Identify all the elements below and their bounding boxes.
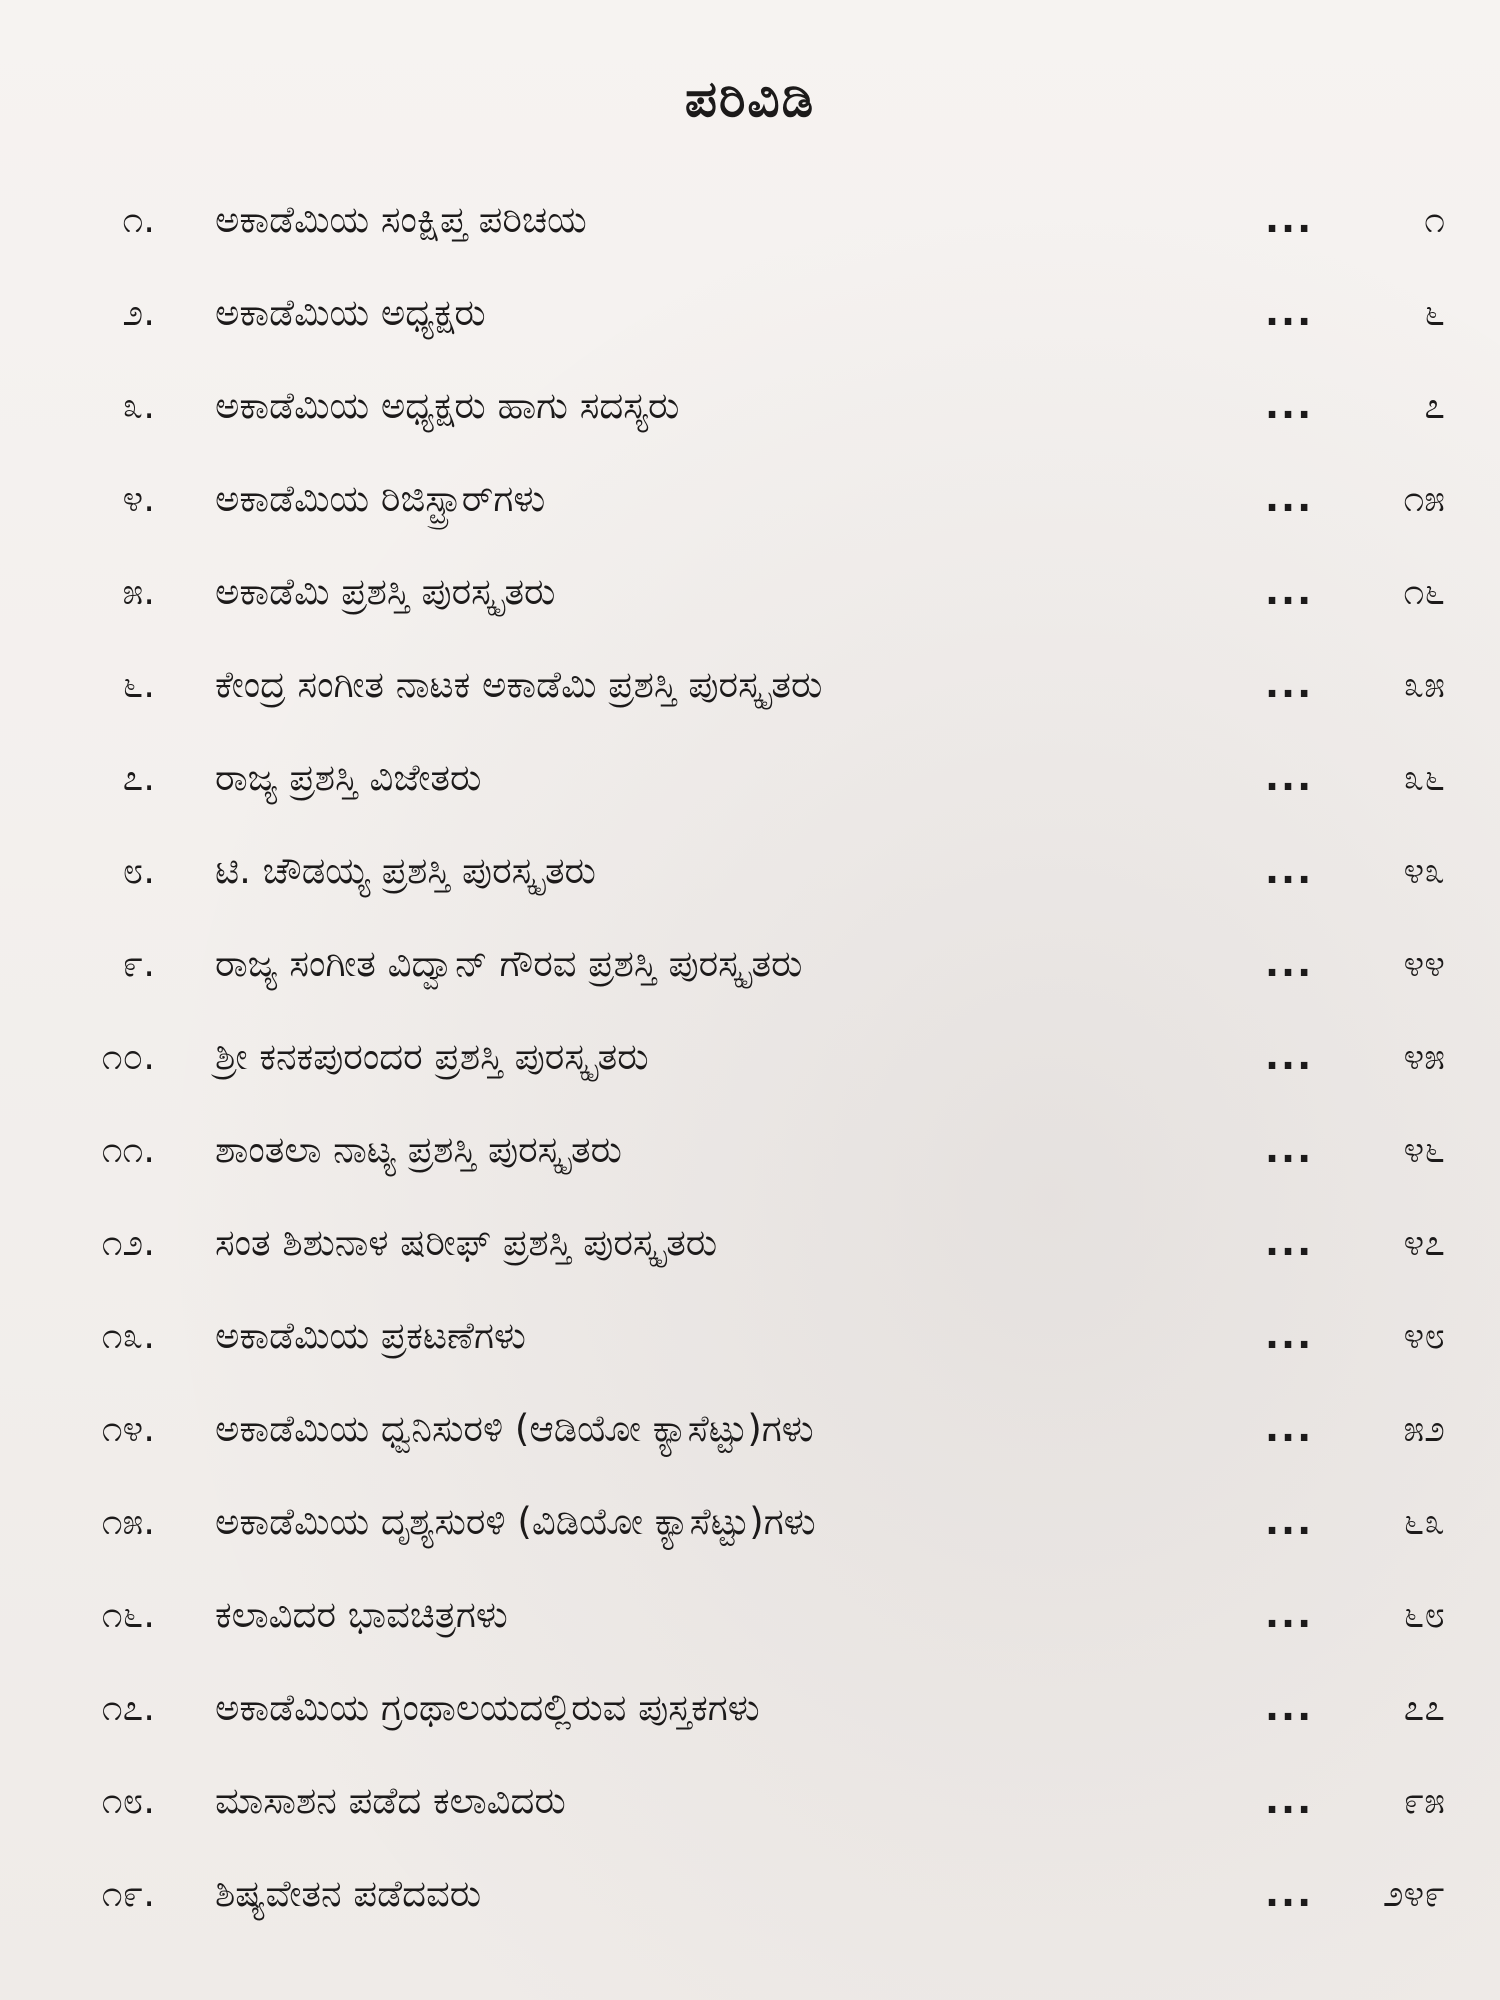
entry-title: ಕೇಂದ್ರ ಸಂಗೀತ ನಾಟಕ ಅಕಾಡೆಮಿ ಪ್ರಶಸ್ತಿ ಪುರಸ್ಕೃತರು [215, 663, 823, 706]
toc-entry [0, 371, 1500, 441]
entry-number: ೬. [122, 663, 155, 706]
toc-entry [0, 929, 1500, 999]
entry-title: ಅಕಾಡೆಮಿಯ ಅಧ್ಯಕ್ಷರು ಹಾಗು ಸದಸ್ಯರು [215, 384, 680, 427]
toc-entry [0, 557, 1500, 627]
entry-number: ೭. [122, 756, 155, 799]
entry-number: ೧೯. [101, 1872, 155, 1915]
entry-title: ಶಾಂತಲಾ ನಾಟ್ಯ ಪ್ರಶಸ್ತಿ ಪುರಸ್ಕೃತರು [215, 1128, 622, 1171]
entry-number: ೪. [122, 477, 155, 520]
entry-title: ಕಲಾವಿದರ ಭಾವಚಿತ್ರಗಳು [215, 1593, 508, 1636]
entry-leader: ... [1265, 1314, 1314, 1357]
entry-leader: ... [1265, 1593, 1314, 1636]
toc-entry [0, 1394, 1500, 1464]
entry-page-number: ೯೫ [1403, 1779, 1445, 1822]
entry-number: ೧೬. [101, 1593, 155, 1636]
entry-leader: ... [1265, 198, 1314, 241]
toc-entry [0, 1208, 1500, 1278]
entry-page-number: ೫೨ [1403, 1407, 1445, 1450]
entry-leader: ... [1265, 1686, 1314, 1729]
entry-leader: ... [1265, 1221, 1314, 1264]
entry-title: ಅಕಾಡೆಮಿಯ ಧ್ವನಿಸುರಳಿ (ಆಡಿಯೋ ಕ್ಯಾಸೆಟ್ಟು)ಗಳು [215, 1407, 814, 1450]
entry-title: ಅಕಾಡೆಮಿಯ ಗ್ರಂಥಾಲಯದಲ್ಲಿರುವ ಪುಸ್ತಕಗಳು [215, 1686, 760, 1729]
entry-number: ೫. [122, 570, 155, 613]
toc-entry [0, 1022, 1500, 1092]
entry-page-number: ೨೪೯ [1382, 1872, 1445, 1915]
entry-page-number: ೬೮ [1403, 1593, 1445, 1636]
page-title: ಪರಿವಿಡಿ [684, 70, 816, 128]
entry-page-number: ೩೫ [1403, 663, 1445, 706]
entry-leader: ... [1265, 1128, 1314, 1171]
entry-number: ೧. [122, 198, 155, 241]
entry-title: ಸಂತ ಶಿಶುನಾಳ ಷರೀಫ್ ಪ್ರಶಸ್ತಿ ಪುರಸ್ಕೃತರು [215, 1221, 718, 1264]
entry-page-number: ೪೪ [1403, 942, 1445, 985]
entry-number: ೩. [122, 384, 155, 427]
entry-leader: ... [1265, 1872, 1314, 1915]
entry-title: ಟಿ. ಚೌಡಯ್ಯ ಪ್ರಶಸ್ತಿ ಪುರಸ್ಕೃತರು [215, 849, 596, 892]
entry-page-number: ೭೭ [1403, 1686, 1445, 1729]
entry-title: ಅಕಾಡೆಮಿಯ ಪ್ರಕಟಣೆಗಳು [215, 1314, 526, 1357]
entry-number: ೧೫. [101, 1500, 155, 1543]
entry-page-number: ೬ [1424, 291, 1445, 334]
entry-leader: ... [1265, 1407, 1314, 1450]
entry-number: ೯. [122, 942, 155, 985]
entry-number: ೧೭. [101, 1686, 155, 1729]
toc-entry [0, 1859, 1500, 1929]
entry-leader: ... [1265, 1500, 1314, 1543]
entry-leader: ... [1265, 1779, 1314, 1822]
entry-page-number: ೧ [1424, 198, 1445, 241]
entry-leader: ... [1265, 849, 1314, 892]
entry-page-number: ೪೭ [1403, 1221, 1445, 1264]
toc-entry [0, 836, 1500, 906]
entry-page-number: ೬೩ [1403, 1500, 1445, 1543]
toc-entry [0, 743, 1500, 813]
entry-number: ೮. [122, 849, 155, 892]
entry-page-number: ೧೫ [1403, 477, 1445, 520]
entry-leader: ... [1265, 756, 1314, 799]
entry-title: ರಾಜ್ಯ ಸಂಗೀತ ವಿದ್ವಾನ್ ಗೌರವ ಪ್ರಶಸ್ತಿ ಪುರಸ್ಕೃತರು [215, 942, 803, 985]
entry-title: ಮಾಸಾಶನ ಪಡೆದ ಕಲಾವಿದರು [215, 1779, 566, 1822]
entry-number: ೨. [122, 291, 155, 334]
entry-leader: ... [1265, 570, 1314, 613]
entry-title: ಅಕಾಡೆಮಿ ಪ್ರಶಸ್ತಿ ಪುರಸ್ಕೃತರು [215, 570, 556, 613]
entry-title: ಅಕಾಡೆಮಿಯ ಅಧ್ಯಕ್ಷರು [215, 291, 486, 334]
toc-entry [0, 1115, 1500, 1185]
entry-title: ಅಕಾಡೆಮಿಯ ರಿಜಿಸ್ಟ್ರಾರ್‌ಗಳು [215, 477, 546, 520]
entry-leader: ... [1265, 1035, 1314, 1078]
entry-page-number: ೧೬ [1403, 570, 1445, 613]
toc-entry [0, 650, 1500, 720]
toc-entry [0, 185, 1500, 255]
entry-page-number: ೪೫ [1403, 1035, 1445, 1078]
entry-number: ೧೩. [101, 1314, 155, 1357]
entry-page-number: ೩೬ [1403, 756, 1445, 799]
toc-entry [0, 1673, 1500, 1743]
entry-leader: ... [1265, 942, 1314, 985]
toc-entry [0, 278, 1500, 348]
table-of-contents [0, 185, 1500, 1945]
entry-title: ಶಿಷ್ಯವೇತನ ಪಡೆದವರು [215, 1872, 482, 1915]
entry-number: ೧೪. [101, 1407, 155, 1450]
entry-leader: ... [1265, 291, 1314, 334]
entry-title: ಅಕಾಡೆಮಿಯ ಸಂಕ್ಷಿಪ್ತ ಪರಿಚಯ [215, 198, 587, 241]
entry-title: ರಾಜ್ಯ ಪ್ರಶಸ್ತಿ ವಿಜೇತರು [215, 756, 482, 799]
toc-entry [0, 1487, 1500, 1557]
entry-leader: ... [1265, 477, 1314, 520]
entry-title: ಅಕಾಡೆಮಿಯ ದೃಶ್ಯಸುರಳಿ (ವಿಡಿಯೋ ಕ್ಯಾಸೆಟ್ಟು)ಗಳು [215, 1500, 816, 1543]
entry-number: ೧೮. [101, 1779, 155, 1822]
entry-number: ೧೦. [101, 1035, 155, 1078]
toc-entry [0, 1766, 1500, 1836]
entry-page-number: ೪೩ [1403, 849, 1445, 892]
entry-number: ೧೧. [101, 1128, 155, 1171]
toc-entry [0, 464, 1500, 534]
toc-entry [0, 1301, 1500, 1371]
entry-leader: ... [1265, 663, 1314, 706]
entry-number: ೧೨. [101, 1221, 155, 1264]
entry-title: ಶ್ರೀ ಕನಕಪುರಂದರ ಪ್ರಶಸ್ತಿ ಪುರಸ್ಕೃತರು [215, 1035, 649, 1078]
toc-entry [0, 1580, 1500, 1650]
entry-page-number: ೭ [1424, 384, 1445, 427]
entry-page-number: ೪೮ [1403, 1314, 1445, 1357]
entry-leader: ... [1265, 384, 1314, 427]
entry-page-number: ೪೬ [1403, 1128, 1445, 1171]
